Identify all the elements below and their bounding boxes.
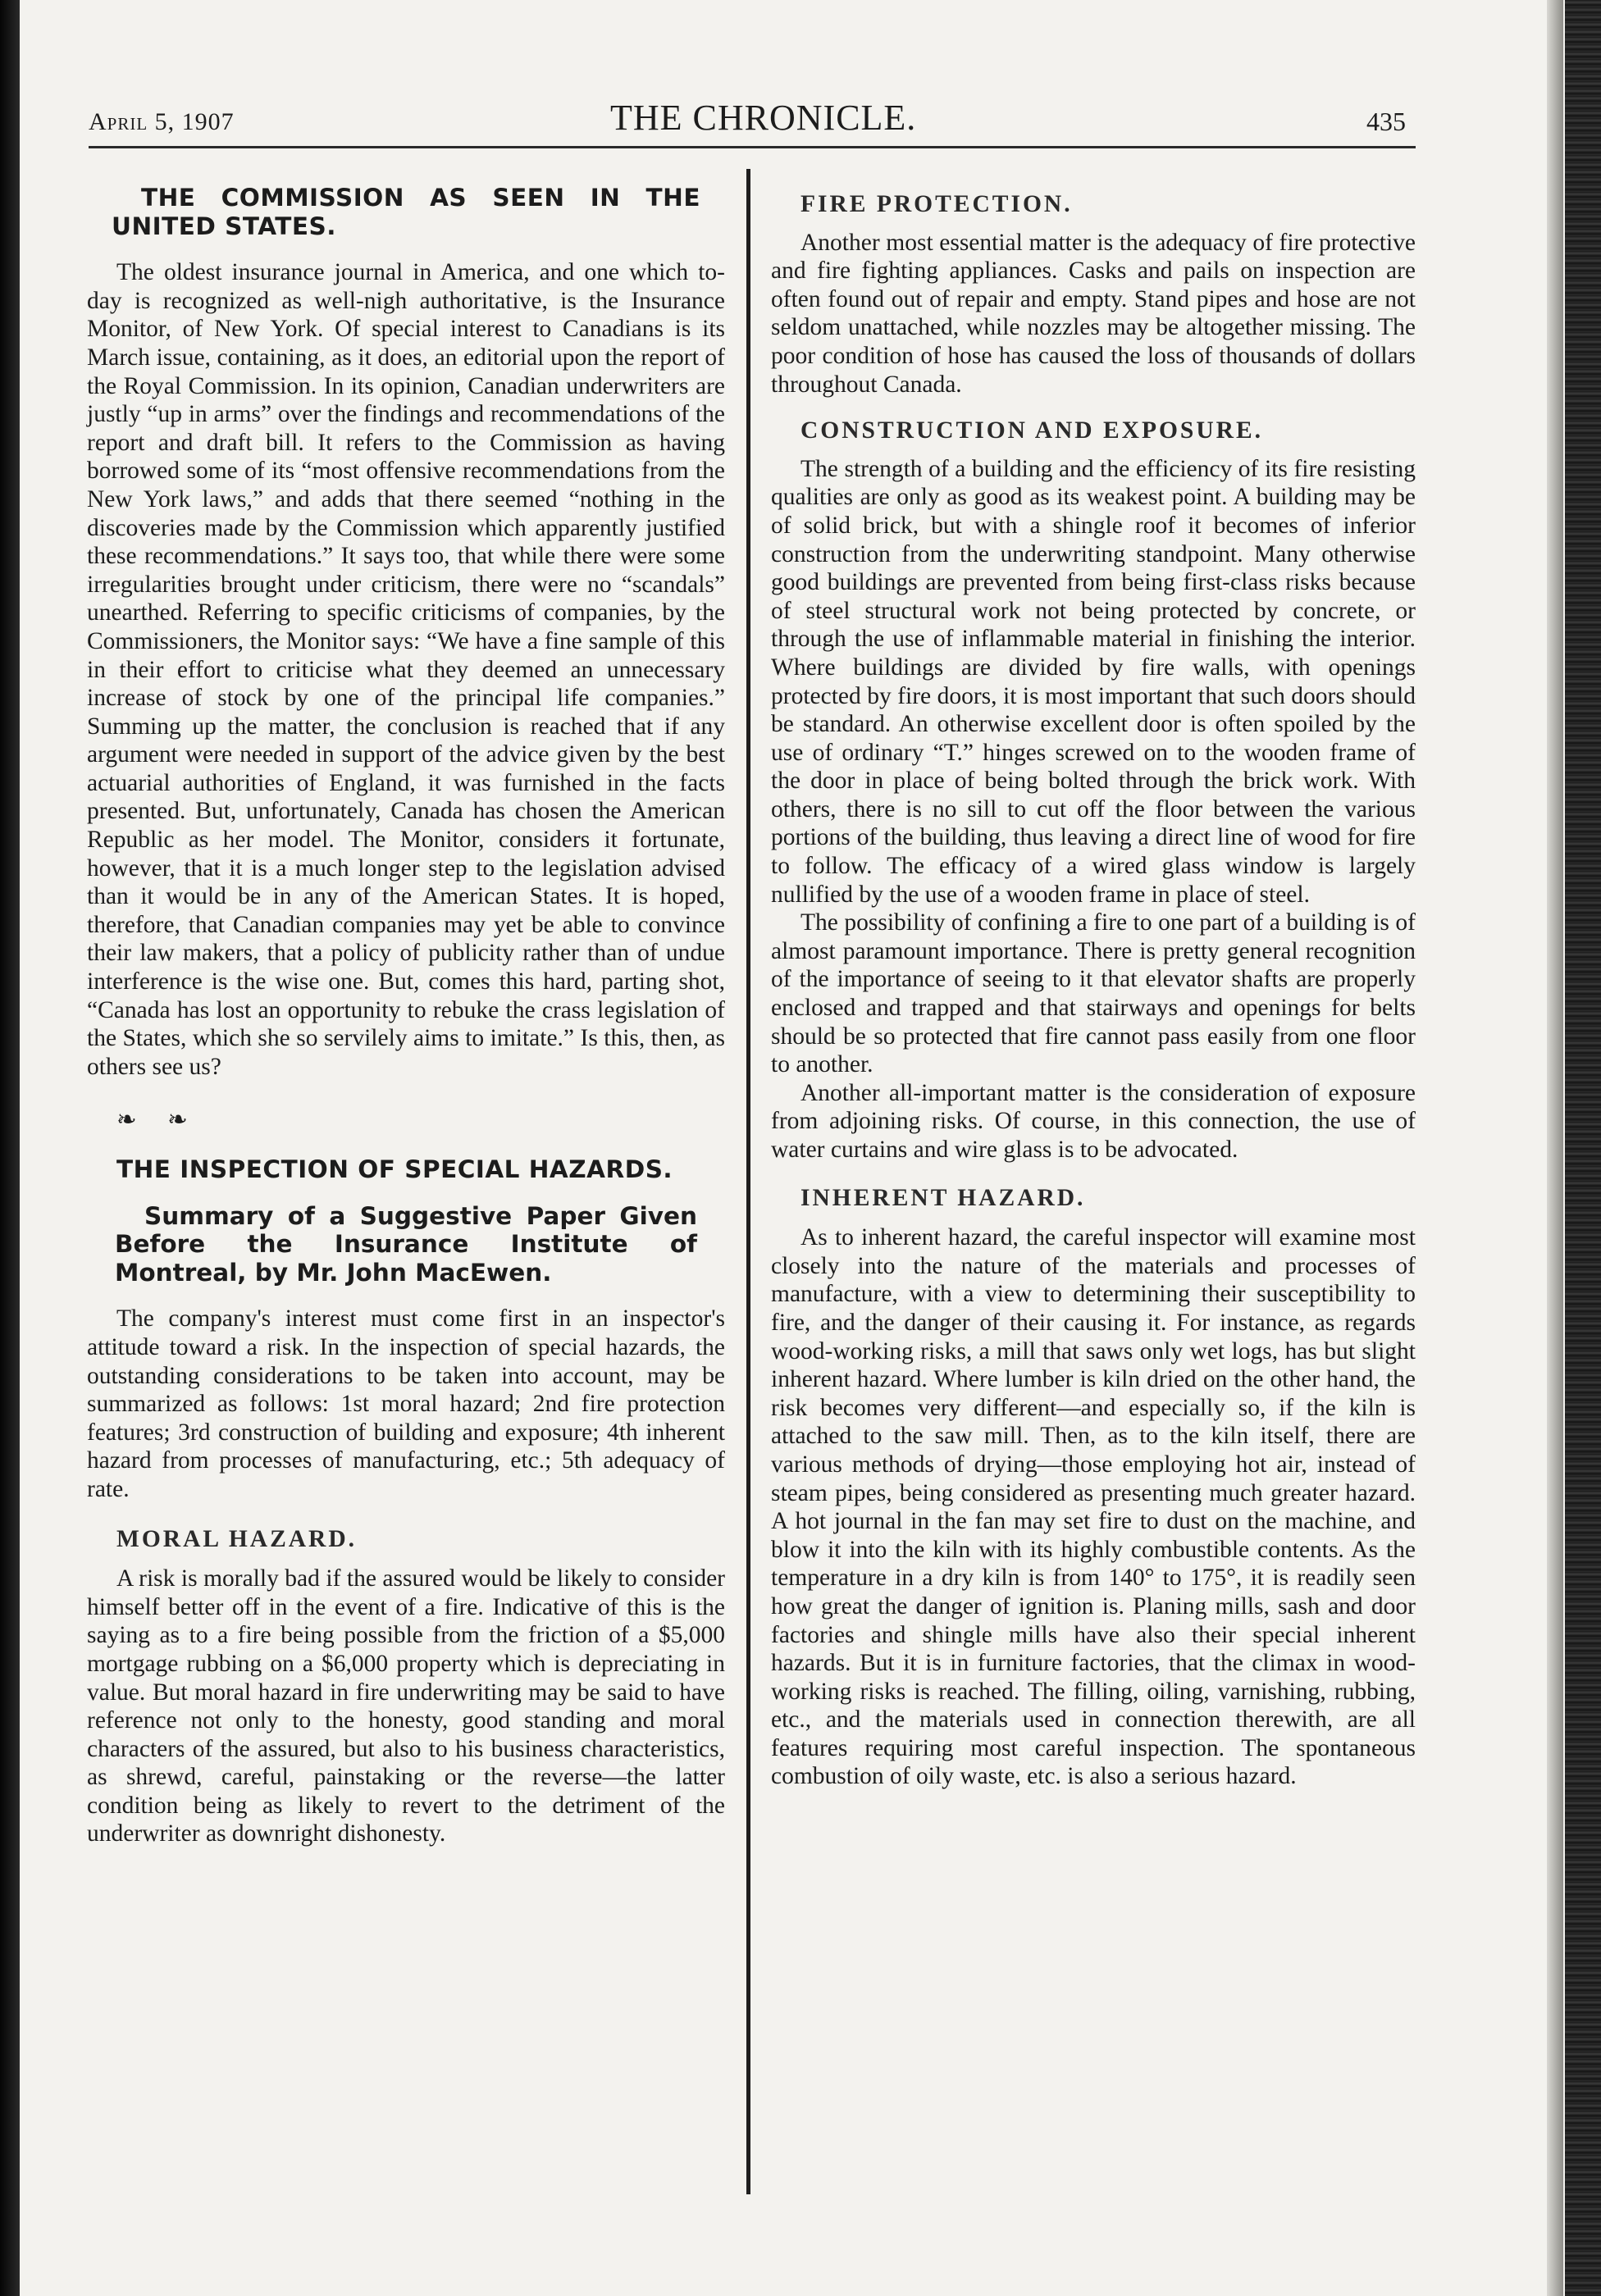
page-number: 435 (1366, 107, 1406, 136)
section-body-construction-2: The possibility of confining a fire to one part of a building is of almost paramount importance. There is pretty general recognition of the importance of seeing to it that elevator shafts are properly enclosed and trapped and that stairways and openings for belts should be so protected that fire cannot pass easily from one floor to another. (771, 909, 1416, 1078)
section-heading-moral-hazard: MORAL HAZARD. (116, 1525, 358, 1552)
section-ornament: ❧ ❧ (116, 1105, 199, 1134)
header-rule (89, 146, 1416, 148)
section-body-construction-1: The strength of a building and the efficiency of its fire resisting qualities are only as good as its weakest point. A building may be of solid brick, but with a shingle roof it becomes of inferior construction from the underwriting standpoint. Many otherwise good buildings are prevented from being first-class risks because of steel structural work not being protected by concrete, or through the use of inflammable material in finishing the interior. Where buildings are divided by fire walls, with openings protected by fire doors, it is most important that such doors should be standard. An otherwise excellent door is often spoiled by the use of ordinary “T.” hinges screwed on to the wooden frame of the door in place of being bolted through the brick work. With others, there is no sill to cut off the floor between the various portions of the building, thus leaving a direct line of wood for fire to follow. The efficacy of a wired glass window is largely nullified by the use of a wooden frame in place of steel. (771, 455, 1416, 908)
scan-right-edge (1565, 0, 1601, 2296)
section-heading-fire-protection: FIRE PROTECTION. (800, 191, 1073, 217)
section-body-moral-hazard: A risk is morally bad if the assured would be likely to consider himself better off in the event of a fire. Indicative of this is the saying as to a fire being possible from the friction of a $5,000 mortgage rubbing on a $6,000 property which is depreciating in value. But moral hazard in fire underwriting may be said to have reference not only to the honesty, good standing and moral characters of the assured, but also to his business characteristics, as shrewd, careful, painstaking or the reverse—the latter condition being as likely to revert to the detriment of the underwriter as downright dishonesty. (87, 1565, 725, 1847)
article-body-commission: The oldest insurance journal in America, and one which to-day is recognized as well-nigh authoritative, is the Insurance Monitor, of New York. Of special interest to Canadians is its March issue, containing, as it does, an editorial upon the report of the Royal Commission. In its opinion, Canadian underwriters are justly “up in arms” over the findings and recommendations of the report and draft bill. It refers to the Commission as having borrowed some of its “most offensive recommendations from the New York laws,” and adds that there seemed “nothing in the discoveries made by the Commission which apparently justified these recommendations.” It says too, that while there were some irregularities brought under criticism, there were no “scandals” unearthed. Referring to specific criticisms of companies, by the Commissioners, the Monitor says: “We have a fine sample of this in their effort to criticise what they deemed an unnecessary increase of stock by one of the principal life companies.” Summing up the matter, the conclusion is reached that if any argument were needed in support of the advice given by the best actuarial authorities of England, it was furnished in the facts presented. But, unfortunately, Canada has chosen the American Republic as her model. The Monitor, considers it fortunate, however, that it is a much longer step to the legislation advised than it would be in any of the American States. It is hoped, therefore, that Canadian companies may yet be able to convince their law makers, that a policy of publicity rather than of undue interference is the wise one. But, comes this hard, parting shot, “Canada has lost an opportunity to rebuke the crass legislation of the States, which she so servilely aims to imitate.” Is this, then, as others see us? (87, 259, 725, 1080)
column-divider (746, 169, 750, 2194)
section-body-inherent-hazard: As to inherent hazard, the careful inspector will examine most closely into the nature of the materials and processes of manufacture, with a view to determining their susceptibility to fire, and the danger of their causing it. For instance, as regards wood-working risks, a mill that saws only wet logs, has but slight inherent hazard. Where lumber is kiln dried on the other hand, the risk becomes very different—and especially so, if the kiln is attached to the saw mill. Then, as to the kiln itself, there are various methods of drying—those employing hot air, instead of steam pipes, being considered as presenting much greater hazard. A hot journal in the fan may set fire to dust on the machine, and blow it into the kiln with its highly combustible contents. As the temperature in a dry kiln is from 140° to 175°, it is readily seen how great the danger of ignition is. Planing mills, sash and door factories and shingle mills have also their special inherent hazards. But it is in furniture factories, that the climax in wood-working risks is reached. The filling, oiling, varnishing, rubbing, etc., and the materials used in connection therewith, are all features requiring most careful inspection. The spontaneous combustion of oily waste, etc. is also a serious hazard. (771, 1224, 1416, 1790)
newspaper-page (20, 0, 1565, 2296)
scan-left-edge (0, 0, 20, 2296)
article-subheading-inspection: Summary of a Suggestive Paper Given Before the Insurance Institute of Montreal, by Mr. John MacEwen. (115, 1201, 697, 1287)
left-column (87, 175, 725, 1848)
page-header (20, 97, 1565, 146)
publication-title: THE CHRONICLE. (610, 98, 917, 138)
article-heading-commission: THE COMMISSION AS SEEN IN THE UNITED STATES. (112, 184, 700, 240)
section-heading-inherent-hazard: INHERENT HAZARD. (800, 1184, 1086, 1211)
section-heading-construction: CONSTRUCTION AND EXPOSURE. (800, 417, 1264, 444)
article-intro-inspection: The company's interest must come first in an inspector's attitude toward a risk. In the inspection of special hazards, the outstanding considerations to be taken into account, may be summarized as follows: 1st moral hazard; 2nd fire protection features; 3rd construction of building and exposure; 4th inherent hazard from processes of manufacturing, etc.; 5th adequacy of rate. (87, 1305, 725, 1502)
article-heading-inspection: THE INSPECTION OF SPECIAL HAZARDS. (116, 1155, 673, 1183)
page-gutter-shadow (1547, 0, 1563, 2296)
issue-date: April 5, 1907 (89, 108, 235, 135)
right-column (771, 175, 1416, 1791)
section-body-fire-protection: Another most essential matter is the adequacy of fire protective and fire fighting appliances. Casks and pails on inspection are often found out of repair and empty. Stand pipes and hose are not seldom unattached, while nozzles may be altogether missing. The poor condition of hose has caused the loss of thousands of dollars throughout Canada. (771, 229, 1416, 398)
section-body-construction-3: Another all-important matter is the consideration of exposure from adjoining risks. Of course, in this connection, the use of water curtains and wire glass is to be advocated. (771, 1079, 1416, 1163)
